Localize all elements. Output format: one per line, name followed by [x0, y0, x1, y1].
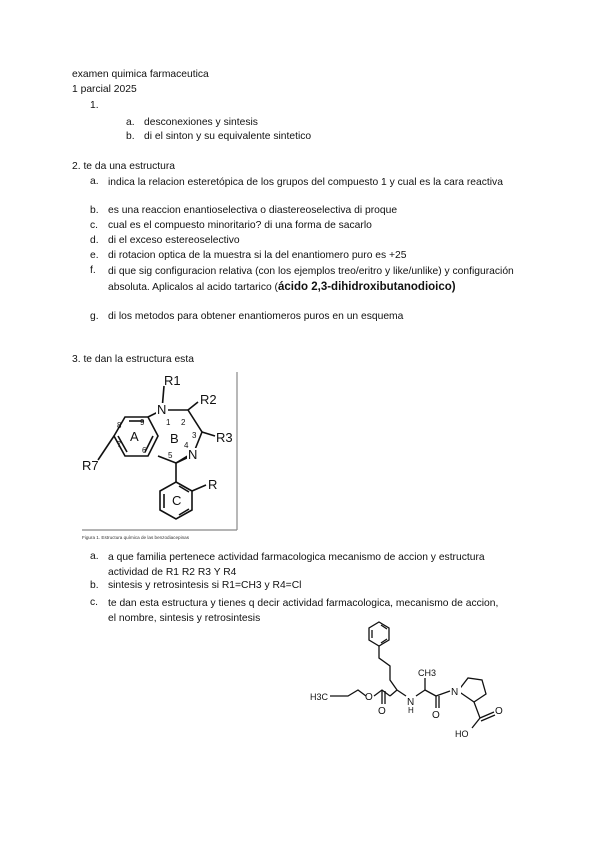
q2-item-f-block: [108, 265, 518, 295]
q2-item-e-label: e.: [90, 250, 99, 261]
amide-o-label: O: [432, 710, 440, 721]
ring-c-label: C: [172, 493, 182, 508]
acid-bond: [474, 702, 480, 718]
r3-bond: [202, 432, 215, 436]
q1-item-a-label: a.: [126, 117, 135, 128]
nh-bond-left: [397, 690, 406, 696]
r2-bond: [188, 402, 198, 410]
q3-item-a-label: a.: [90, 551, 99, 562]
proline-n-label: N: [451, 687, 459, 698]
acid-oh-bond: [472, 718, 480, 728]
q2-item-a-text: indica la relacion esteretópica de los grupos del compuesto 1 y cual es la cara reactiva: [108, 177, 503, 188]
atom-number-5: 5: [168, 451, 173, 460]
r-label: R: [208, 477, 218, 492]
q2-item-f-label: f.: [90, 265, 96, 276]
r2-label: R2: [200, 392, 217, 407]
proline-ring: [458, 678, 486, 702]
q2-item-e-text: di rotacion optica de la muestra si la del enantiomero puro es +25: [108, 250, 407, 261]
q3-item-c-text: te dan esta estructura y tienes q decir actividad farmacologica, mecanismo de accion, el nombre, sintesis y retrosintesis: [108, 598, 499, 624]
nh-h-label: H: [408, 706, 414, 715]
acid-carbonyl-double: [481, 715, 495, 721]
alpha-bond: [390, 690, 397, 696]
r7-bond: [98, 436, 114, 460]
q3-item-a-text: a que familia pertenece actividad farmacologica mecanismo de accion y estructura actividad de R1 R2 R3 Y R4: [108, 552, 485, 578]
nh-bond-right: [416, 690, 425, 696]
q2-item-d-text: di el exceso estereoselectivo: [108, 235, 240, 246]
q3-item-c-label: c.: [90, 597, 99, 608]
benzodiazepine-figure: [80, 370, 240, 542]
phenylethyl-chain: [379, 646, 397, 690]
figure-caption: Figura 1. Estructura química de las benzodiacepinas: [82, 535, 189, 540]
atom-number-1: 1: [166, 418, 171, 427]
atom-number-4: 4: [184, 441, 189, 450]
q2-item-g-label: g.: [90, 311, 99, 322]
acid-o-label: O: [495, 706, 503, 717]
acid-carbonyl: [480, 712, 494, 718]
ho-label: HO: [455, 729, 469, 739]
amide-n-bond: [436, 691, 450, 696]
nh-n-label: N: [407, 697, 415, 708]
q2-item-c-text: cual es el compuesto minoritario? di una forma de sacarlo: [108, 220, 372, 231]
atom-number-9: 9: [140, 418, 145, 427]
atom-number-2: 2: [181, 418, 186, 427]
r7-label: R7: [82, 458, 99, 473]
h3c-label: H3C: [310, 692, 329, 702]
question-2-heading: 2. te da una estructura: [72, 161, 176, 172]
q1-item-a-text: desconexiones y sintesis: [144, 117, 258, 128]
q2-item-a-label: a.: [90, 176, 99, 187]
q2-item-f-text: di que sig configuracion relativa (con los ejemplos treo/eritro y like/unlike) y configuración absoluta. Aplicalos al acido tartarico (: [108, 266, 514, 293]
q2-item-g-text: di los metodos para obtener enantiomeros puros en un esquema: [108, 311, 404, 322]
ala-bond: [425, 690, 436, 696]
q1-item-b-label: b.: [126, 131, 135, 142]
r-bond: [192, 485, 206, 491]
q2-item-b-label: b.: [90, 205, 99, 216]
document-title: examen quimica farmaceutica: [72, 69, 209, 80]
q2-item-f-bold-text: ácido 2,3-dihidroxibutanodioico): [278, 280, 456, 293]
ethyl-ester-chain: [330, 690, 366, 696]
n4-label: N: [188, 447, 198, 462]
q2-item-b-text: es una reaccion enantioselectiva o diastereoselectiva di proque: [108, 205, 398, 216]
atom-number-6: 6: [142, 446, 147, 455]
molecule-structure: [310, 612, 540, 744]
ring-a-label: A: [130, 429, 139, 444]
q3-item-b-label: b.: [90, 580, 99, 591]
question-1-number: 1.: [90, 100, 99, 111]
ester-o-label: O: [365, 692, 373, 703]
n1-label: N: [157, 402, 167, 417]
q2-item-c-label: c.: [90, 220, 99, 231]
atom-number-3: 3: [192, 431, 197, 440]
r1-label: R1: [164, 373, 181, 388]
ring-b-label: B: [170, 431, 179, 446]
question-3-heading: 3. te dan la estructura esta: [72, 354, 194, 365]
ester-carbonyl-o-label: O: [378, 706, 386, 717]
q2-item-d-label: d.: [90, 235, 99, 246]
document-subtitle: 1 parcial 2025: [72, 84, 137, 95]
q3-item-b-text: sintesis y retrosintesis si R1=CH3 y R4=Cl: [108, 580, 302, 591]
q1-item-b-text: di el sinton y su equivalente sintetico: [144, 131, 312, 142]
atom-number-8: 8: [117, 421, 122, 430]
atom-number-7: 7: [117, 440, 122, 449]
ch3-label: CH3: [418, 668, 437, 678]
r3-label: R3: [216, 430, 233, 445]
